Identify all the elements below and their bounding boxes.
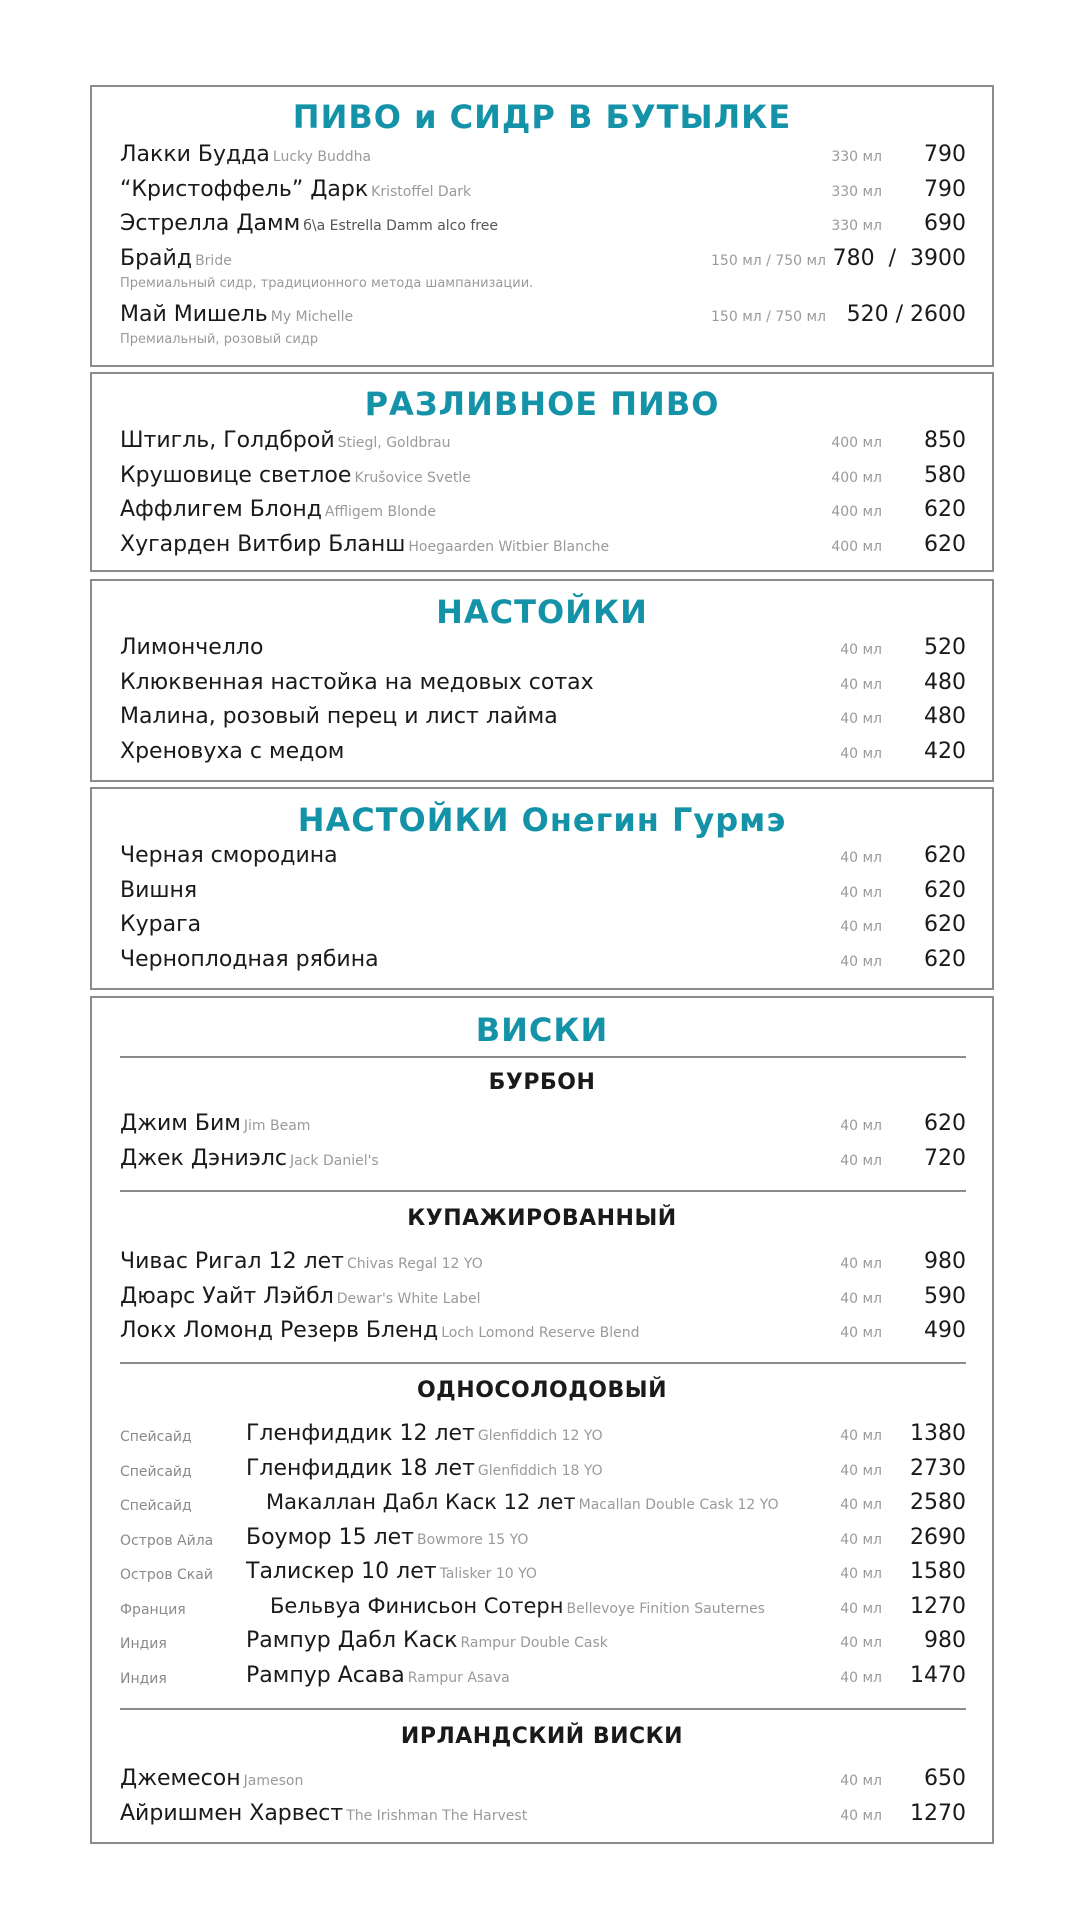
subsection-title-single-malt: ОДНОСОЛОДОВЫЙ: [416, 1378, 667, 1403]
menu-item: [92, 244, 992, 300]
item-name-en: Loch Lomond Reserve Blend: [441, 1325, 640, 1341]
item-name-en: Glenfiddich 12 YO: [477, 1428, 603, 1444]
item-name-en: Dewar's White Label: [336, 1290, 481, 1307]
divider: [120, 1190, 966, 1192]
item-name: Эстрелла Дамм: [120, 211, 301, 236]
item-name-en: Rampur Double Cask: [460, 1635, 608, 1651]
menu-item: [92, 1145, 992, 1179]
item-volume: 150 мл / 750 мл: [711, 309, 826, 325]
item-price: 620: [924, 843, 966, 868]
item-volume: 40 мл: [840, 1669, 882, 1686]
item-price: 980: [924, 1628, 966, 1653]
item-volume: 40 мл: [840, 1635, 882, 1651]
item-name: Вишня: [120, 877, 198, 903]
item-region: Индия: [120, 1670, 167, 1687]
item-price: 520: [924, 635, 966, 660]
section-title: НАСТОЙКИ: [436, 593, 648, 631]
item-volume: 40 мл: [840, 746, 882, 762]
item-name: Май Мишель: [120, 302, 268, 327]
item-volume: 40 мл: [840, 676, 882, 693]
item-volume: 330 мл: [831, 218, 882, 234]
item-name-en: Bowmore 15 YO: [417, 1531, 529, 1548]
item-price: 620: [924, 947, 966, 972]
menu-item: [92, 1558, 992, 1592]
item-price: 420: [924, 739, 966, 764]
item-region: Остров Айла: [120, 1532, 214, 1549]
item-name: Малина, розовый перец и лист лайма: [120, 704, 558, 729]
menu-item: [92, 461, 992, 496]
item-name: Хреновуха с медом: [120, 739, 345, 764]
item-name-en: Talisker 10 YO: [439, 1566, 537, 1582]
item-volume: 40 мл: [840, 1566, 882, 1582]
item-name-en: Lucky Buddha: [272, 149, 372, 165]
item-name-en: Jim Beam: [243, 1118, 311, 1134]
item-name: Локх Ломонд Резерв Бленд: [120, 1318, 439, 1343]
menu-item: [92, 1662, 992, 1696]
item-volume: 40 мл: [840, 1256, 882, 1272]
item-name-en: Chivas Regal 12 YO: [346, 1256, 483, 1272]
item-price: 1380: [910, 1421, 966, 1446]
item-name: Аффлигем Блонд: [120, 497, 322, 522]
item-volume: 40 мл: [840, 1428, 882, 1444]
item-volume: 150 мл / 750 мл: [711, 253, 826, 269]
item-volume: 40 мл: [840, 642, 882, 658]
item-price: 1270: [910, 1593, 966, 1619]
item-name-en: Bride: [195, 253, 232, 269]
item-price: 590: [924, 1283, 966, 1309]
section-title: ПИВО и СИДР В БУТЫЛКЕ: [292, 98, 792, 136]
item-price: 2580: [910, 1490, 966, 1515]
item-price: 2690: [910, 1524, 966, 1550]
menu-item: [92, 1800, 992, 1834]
menu-item: [92, 737, 992, 772]
item-volume: 40 мл: [840, 919, 882, 935]
menu-item: [92, 1524, 992, 1558]
menu-item: [92, 140, 992, 175]
item-price: 620: [924, 497, 966, 522]
item-name-en: Kristoffel Dark: [371, 183, 472, 200]
item-name: Хугарден Витбир Бланш: [120, 532, 406, 557]
menu-item: [92, 209, 992, 244]
menu-item: [92, 910, 992, 945]
item-price: 620: [924, 912, 966, 937]
item-name-en: Rampur Asava: [407, 1669, 510, 1686]
menu-item: [92, 1110, 992, 1144]
item-name: Гленфиддик 18 лет: [246, 1455, 475, 1481]
item-name-en: Affligem Blonde: [324, 504, 436, 520]
item-name: Чивас Ригал 12 лет: [120, 1249, 344, 1274]
subsection-title-irish: ИРЛАНДСКИЙ ВИСКИ: [400, 1724, 684, 1749]
menu-item: [92, 1489, 992, 1523]
item-price: 780 / 3900: [832, 246, 966, 271]
item-name-en: Bellevoye Finition Sauternes: [566, 1600, 765, 1617]
menu-item: [92, 945, 992, 980]
item-region: Спейсайд: [120, 1429, 192, 1445]
item-name: Айришмен Харвест: [120, 1800, 344, 1826]
section-title: РАЗЛИВНОЕ ПИВО: [364, 385, 720, 423]
item-name: Рампур Асава: [246, 1662, 405, 1688]
item-name: Макаллан Дабл Каск 12 лет: [266, 1490, 576, 1514]
item-name-en: Krušovice Svetle: [354, 469, 471, 486]
item-volume: 40 мл: [840, 954, 882, 970]
menu-item: [92, 1317, 992, 1351]
menu-item: [92, 876, 992, 911]
item-name: Брайд: [120, 246, 193, 271]
item-name: Рампур Дабл Каск: [246, 1628, 458, 1653]
subsection-title-bourbon: БУРБОН: [488, 1070, 596, 1095]
divider: [120, 1708, 966, 1710]
divider: [120, 1056, 966, 1058]
item-name-en: Jack Daniel's: [290, 1152, 379, 1169]
item-price: 850: [924, 428, 966, 453]
item-name-en: Glenfiddich 18 YO: [477, 1462, 603, 1479]
item-price: 580: [924, 462, 966, 488]
section-tinctures: [90, 579, 994, 782]
item-name: Джек Дэниэлс: [120, 1145, 287, 1171]
menu-item: [92, 1420, 992, 1454]
item-name-en: The Irishman The Harvest: [346, 1807, 528, 1824]
item-region: Спейсайд: [120, 1498, 192, 1514]
menu-item: [92, 1593, 992, 1627]
menu-item: [92, 668, 992, 703]
item-volume: 40 мл: [840, 1290, 882, 1307]
item-volume: 40 мл: [840, 1807, 882, 1824]
menu-item: [92, 633, 992, 668]
item-volume: 40 мл: [840, 1152, 882, 1169]
item-region: Индия: [120, 1636, 167, 1652]
item-name: Штигль, Голдброй: [120, 428, 335, 453]
divider: [120, 1362, 966, 1364]
section-onegin: [90, 787, 994, 990]
item-name: Лимончелло: [120, 635, 264, 660]
item-price: 650: [924, 1766, 966, 1791]
section-title: НАСТОЙКИ Онегин Гурмэ: [297, 801, 787, 839]
item-price: 490: [924, 1318, 966, 1343]
item-name: Джемесон: [120, 1766, 241, 1791]
menu-item: [92, 175, 992, 210]
item-name: Черная смородина: [120, 843, 338, 868]
item-name: Курага: [120, 912, 202, 937]
section-bottled: [90, 85, 994, 367]
item-name: Черноплодная рябина: [120, 947, 379, 972]
item-volume: 40 мл: [840, 1531, 882, 1548]
menu-item: [92, 841, 992, 876]
item-price: 690: [924, 211, 966, 236]
menu-item: [92, 1627, 992, 1661]
menu-item: [92, 1455, 992, 1489]
item-name-en: Hoegaarden Witbier Blanche: [408, 539, 610, 555]
item-price: 790: [924, 176, 966, 202]
section-whisky: [90, 996, 994, 1844]
item-volume: 40 мл: [840, 1325, 882, 1341]
menu-item: [92, 495, 992, 530]
item-volume: 40 мл: [840, 884, 882, 901]
item-price: 620: [924, 1111, 966, 1136]
menu-item: [92, 426, 992, 461]
item-name: Крушовице светлое: [120, 462, 352, 488]
subsection-title-blended: КУПАЖИРОВАННЫЙ: [407, 1206, 677, 1231]
menu-item: [92, 1248, 992, 1282]
item-name-en: Jameson: [243, 1773, 304, 1789]
item-region: Спейсайд: [120, 1463, 192, 1480]
item-name: Бельвуа Финисьон Сотерн: [270, 1593, 564, 1618]
item-price: 480: [924, 669, 966, 695]
item-name-en: My Michelle: [270, 309, 354, 325]
section-draft: [90, 372, 994, 572]
item-name: Талискер 10 лет: [246, 1559, 437, 1584]
item-volume: 330 мл: [831, 149, 882, 165]
item-region: Остров Скай: [120, 1567, 213, 1583]
item-volume: 40 мл: [840, 1497, 882, 1513]
item-name: Дюарс Уайт Лэйбл: [120, 1283, 334, 1309]
item-price: 980: [924, 1249, 966, 1274]
item-price: 790: [924, 142, 966, 167]
item-price: 520 / 2600: [846, 302, 966, 327]
item-price: 1580: [910, 1559, 966, 1584]
menu-item: [92, 1283, 992, 1317]
item-price: 1270: [910, 1800, 966, 1826]
item-volume: 400 мл: [831, 504, 882, 520]
item-name: Боумор 15 лет: [246, 1524, 414, 1550]
menu-item: [92, 1765, 992, 1799]
item-name: Джим Бим: [120, 1111, 241, 1136]
item-volume: 40 мл: [840, 1773, 882, 1789]
section-title: ВИСКИ: [475, 1011, 609, 1049]
item-name: Гленфиддик 12 лет: [246, 1421, 475, 1446]
item-name: “Кристоффель” Дарк: [120, 176, 369, 202]
item-price: 720: [924, 1145, 966, 1171]
item-volume: 40 мл: [840, 711, 882, 727]
menu-item: [92, 300, 992, 356]
item-volume: 400 мл: [831, 435, 882, 451]
item-name: Лакки Будда: [120, 142, 270, 167]
item-volume: 40 мл: [840, 1462, 882, 1479]
item-volume: 40 мл: [840, 1118, 882, 1134]
item-name-en: б\а Estrella Damm alco free: [303, 218, 498, 234]
item-volume: 330 мл: [831, 183, 882, 200]
menu-item: [92, 702, 992, 737]
item-description: Премиальный сидр, традиционного метода шампанизации.: [120, 276, 534, 291]
item-price: 620: [924, 532, 966, 557]
item-region: Франция: [120, 1601, 186, 1618]
item-name: Клюквенная настойка на медовых сотах: [120, 669, 594, 695]
item-name-en: Stiegl, Goldbrau: [337, 435, 451, 451]
item-price: 1470: [910, 1662, 966, 1688]
item-volume: 400 мл: [831, 469, 882, 486]
item-name-en: Macallan Double Cask 12 YO: [578, 1497, 779, 1513]
item-price: 2730: [910, 1455, 966, 1481]
item-volume: 40 мл: [840, 850, 882, 866]
item-description: Премиальный, розовый сидр: [120, 332, 319, 347]
item-price: 620: [924, 877, 966, 903]
item-volume: 40 мл: [840, 1600, 882, 1617]
item-volume: 400 мл: [831, 539, 882, 555]
item-price: 480: [924, 704, 966, 729]
menu-item: [92, 530, 992, 565]
